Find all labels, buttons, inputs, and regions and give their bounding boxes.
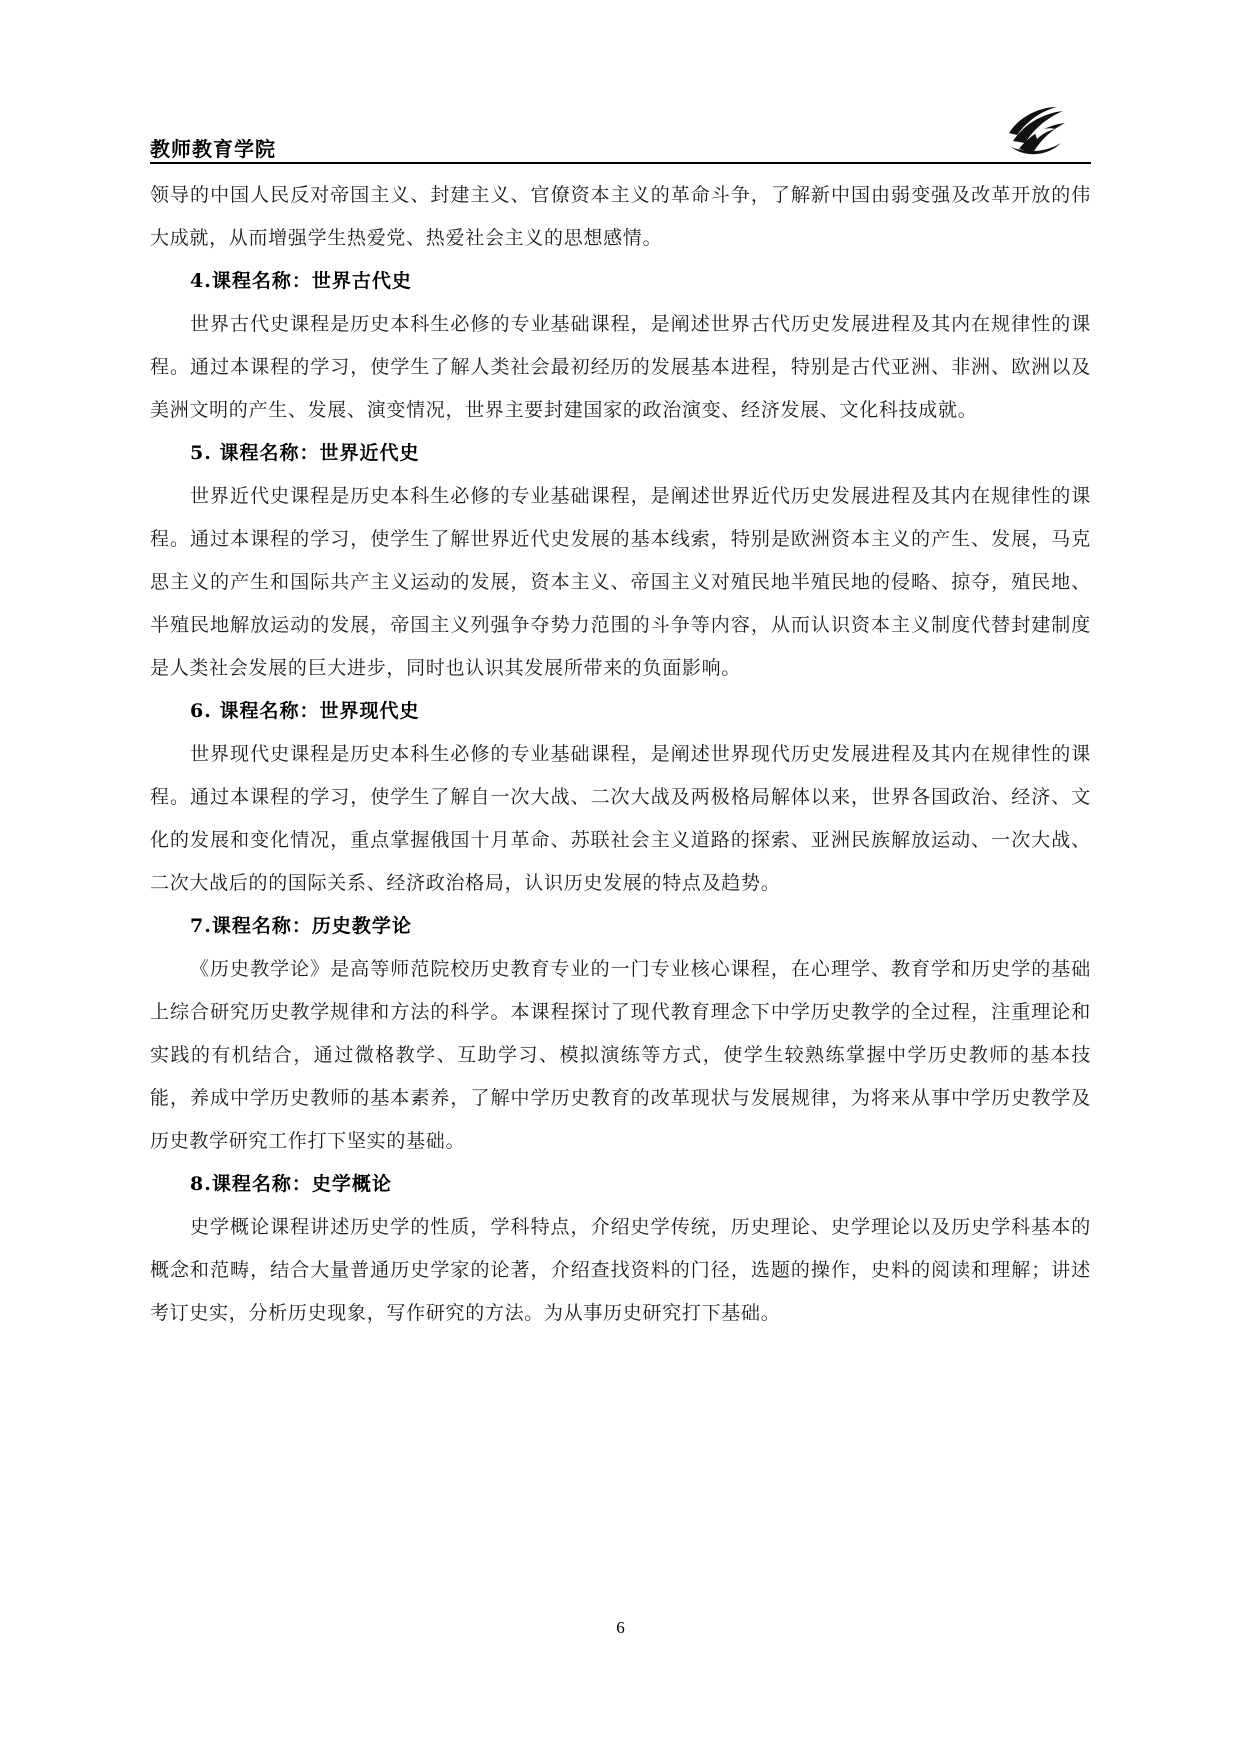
course-description: 《历史教学论》是高等师范院校历史教育专业的一门专业核心课程，在心理学、教育学和历史学的基础上综合研究历史教学规律和方法的科学。本课程探讨了现代教育理念下中学历史教学的全过程，注重理论和实践的有机结合，通过微格教学、互助学习、模拟演练等方式，使学生较熟练掌握中学历史教师的基本技能，养成中学历史教师的基本素养，了解中学历史教育的改革现状与发展规律，为将来从事中学历史教学及历史教学研究工作打下坚实的基础。 (150, 958, 1091, 1152)
header-divider (150, 162, 1091, 164)
intro-paragraph: 领导的中国人民反对帝国主义、封建主义、官僚资本主义的革命斗争，了解新中国由弱变强及改革开放的伟大成就，从而增强学生热爱党、热爱社会主义的思想感情。 (150, 184, 1091, 249)
course-heading: 6. 课程名称：世界现代史 (190, 700, 420, 722)
college-logo-icon (1005, 103, 1067, 157)
course-heading: 7.课程名称：历史教学论 (190, 915, 412, 937)
course-heading: 4.课程名称：世界古代史 (190, 270, 412, 292)
page-number: 6 (616, 1618, 625, 1637)
course-description: 世界现代史课程是历史本科生必修的专业基础课程，是阐述世界现代历史发展进程及其内在规律性的课程。通过本课程的学习，使学生了解自一次大战、二次大战及两极格局解体以来，世界各国政治、经济、文化的发展和变化情况，重点掌握俄国十月革命、苏联社会主义道路的探索、亚洲民族解放运动、一次大战、二次大战后的的国际关系、经济政治格局，认识历史发展的特点及趋势。 (150, 743, 1091, 894)
course-description: 世界近代史课程是历史本科生必修的专业基础课程，是阐述世界近代历史发展进程及其内在规律性的课程。通过本课程的学习，使学生了解世界近代史发展的基本线索，特别是欧洲资本主义的产生、发展，马克思主义的产生和国际共产主义运动的发展，资本主义、帝国主义对殖民地半殖民地的侵略、掠夺，殖民地、半殖民地解放运动的发展，帝国主义列强争夺势力范围的斗争等内容，从而认识资本主义制度代替封建制度是人类社会发展的巨大进步，同时也认识其发展所带来的负面影响。 (150, 485, 1091, 679)
course-description: 世界古代史课程是历史本科生必修的专业基础课程，是阐述世界古代历史发展进程及其内在规律性的课程。通过本课程的学习，使学生了解人类社会最初经历的发展基本进程，特别是古代亚洲、非洲、欧洲以及美洲文明的产生、发展、演变情况，世界主要封建国家的政治演变、经济发展、文化科技成就。 (150, 313, 1091, 421)
course-heading: 5. 课程名称：世界近代史 (190, 442, 420, 464)
course-description: 史学概论课程讲述历史学的性质，学科特点，介绍史学传统，历史理论、史学理论以及历史学科基本的概念和范畴，结合大量普通历史学家的论著，介绍查找资料的门径，选题的操作，史料的阅读和理解；讲述考订史实，分析历史现象，写作研究的方法。为从事历史研究打下基础。 (150, 1216, 1091, 1324)
course-heading: 8.课程名称：史学概论 (190, 1173, 392, 1195)
document-body (150, 174, 1091, 1335)
header-title: 教师教育学院 (150, 137, 276, 161)
